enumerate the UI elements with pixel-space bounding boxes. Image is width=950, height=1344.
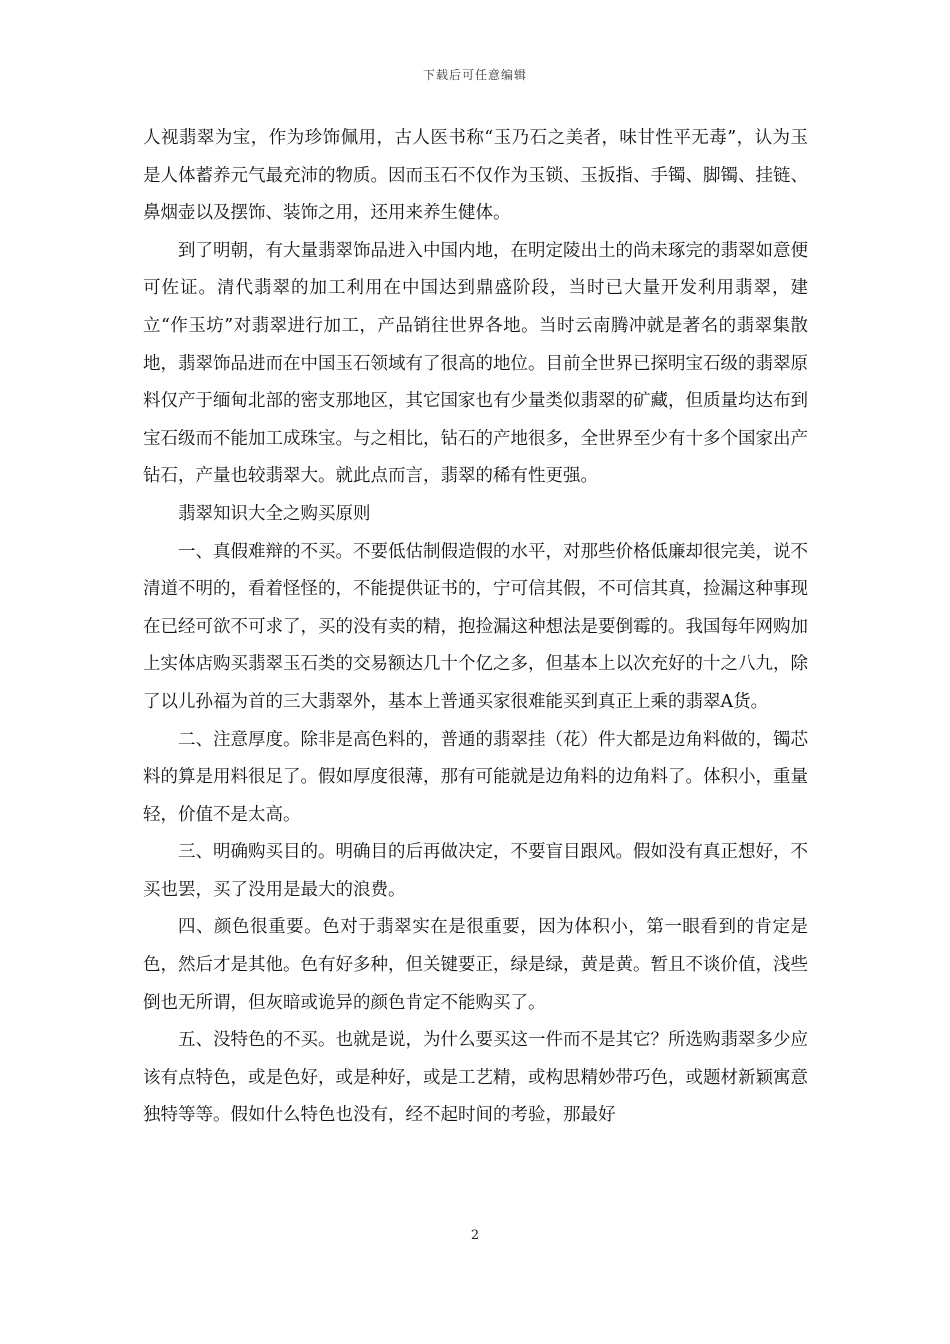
paragraph-1: 人视翡翠为宝，作为珍饰佩用，古人医书称“玉乃石之美者，味甘性平无毒”，认为玉是人体蓄养元气最充沛的物质。因而玉石不仅作为玉锁、玉扳指、手镯、脚镯、挂链、鼻烟壶以及摆饰、装饰之用，还用来养生健体。 xyxy=(143,128,808,224)
paragraph-7: 五、没特色的不买。也就是说，为什么要买这一件而不是其它？所选购翡翠多少应该有点特色，或是色好，或是种好，或是工艺精，或构思精妙带巧色，或题材新颖寓意独特等等。假如什么特色也没有，经不起时间的考验，那最好 xyxy=(143,1030,808,1126)
paragraph-2: 到了明朝，有大量翡翠饰品进入中国内地，在明定陵出土的尚未琢完的翡翠如意便可佐证。清代翡翠的加工利用在中国达到鼎盛阶段，当时已大量开发利用翡翠，建立“作玉坊”对翡翠进行加工，产品销往世界各地。当时云南腾冲就是著名的翡翠集散地，翡翠饰品进而在中国玉石领域有了很高的地位。目前全世界已探明宝石级的翡翠原料仅产于缅甸北部的密支那地区，其它国家也有少量类似翡翠的矿藏，但质量均达布到宝石级而不能加工成珠宝。与之相比，钻石的产地很多，全世界至少有十多个国家出产钻石，产量也较翡翠大。就此点而言，翡翠的稀有性更强。 xyxy=(143,240,808,487)
page-header: 下载后可任意编辑 xyxy=(422,68,527,82)
paragraph-6: 四、颜色很重要。色对于翡翠实在是很重要，因为体积小，第一眼看到的肯定是色，然后才是其他。色有好多种，但关键要正，绿是绿，黄是黄。暂且不谈价值，浅些倒也无所谓，但灰暗或诡异的颜色肯定不能购买了。 xyxy=(143,917,808,1013)
paragraph-4: 二、注意厚度。除非是高色料的，普通的翡翠挂（花）件大都是边角料做的，镯芯料的算是用料很足了。假如厚度很薄，那有可能就是边角料的边角料了。体积小，重量轻，价值不是太高。 xyxy=(143,729,808,825)
page-number: 2 xyxy=(470,1228,480,1243)
document-body xyxy=(143,120,808,1135)
paragraph-5: 三、明确购买目的。明确目的后再做决定，不要盲目跟风。假如没有真正想好，不买也罢，买了没用是最大的浪费。 xyxy=(143,842,808,900)
section-heading: 翡翠知识大全之购买原则 xyxy=(178,503,371,524)
paragraph-3: 一、真假难辩的不买。不要低估制假造假的水平，对那些价格低廉却很完美，说不清道不明的，看着怪怪的，不能提供证书的，宁可信其假，不可信其真，捡漏这种事现在已经可欲不可求了，买的没有卖的精，抱捡漏这种想法是要倒霉的。我国每年网购加上实体店购买翡翠玉石类的交易额达几十个亿之多，但基本上以次充好的十之八九，除了以儿孙福为首的三大翡翠外，基本上普通买家很难能买到真正上乘的翡翠A货。 xyxy=(143,541,808,712)
